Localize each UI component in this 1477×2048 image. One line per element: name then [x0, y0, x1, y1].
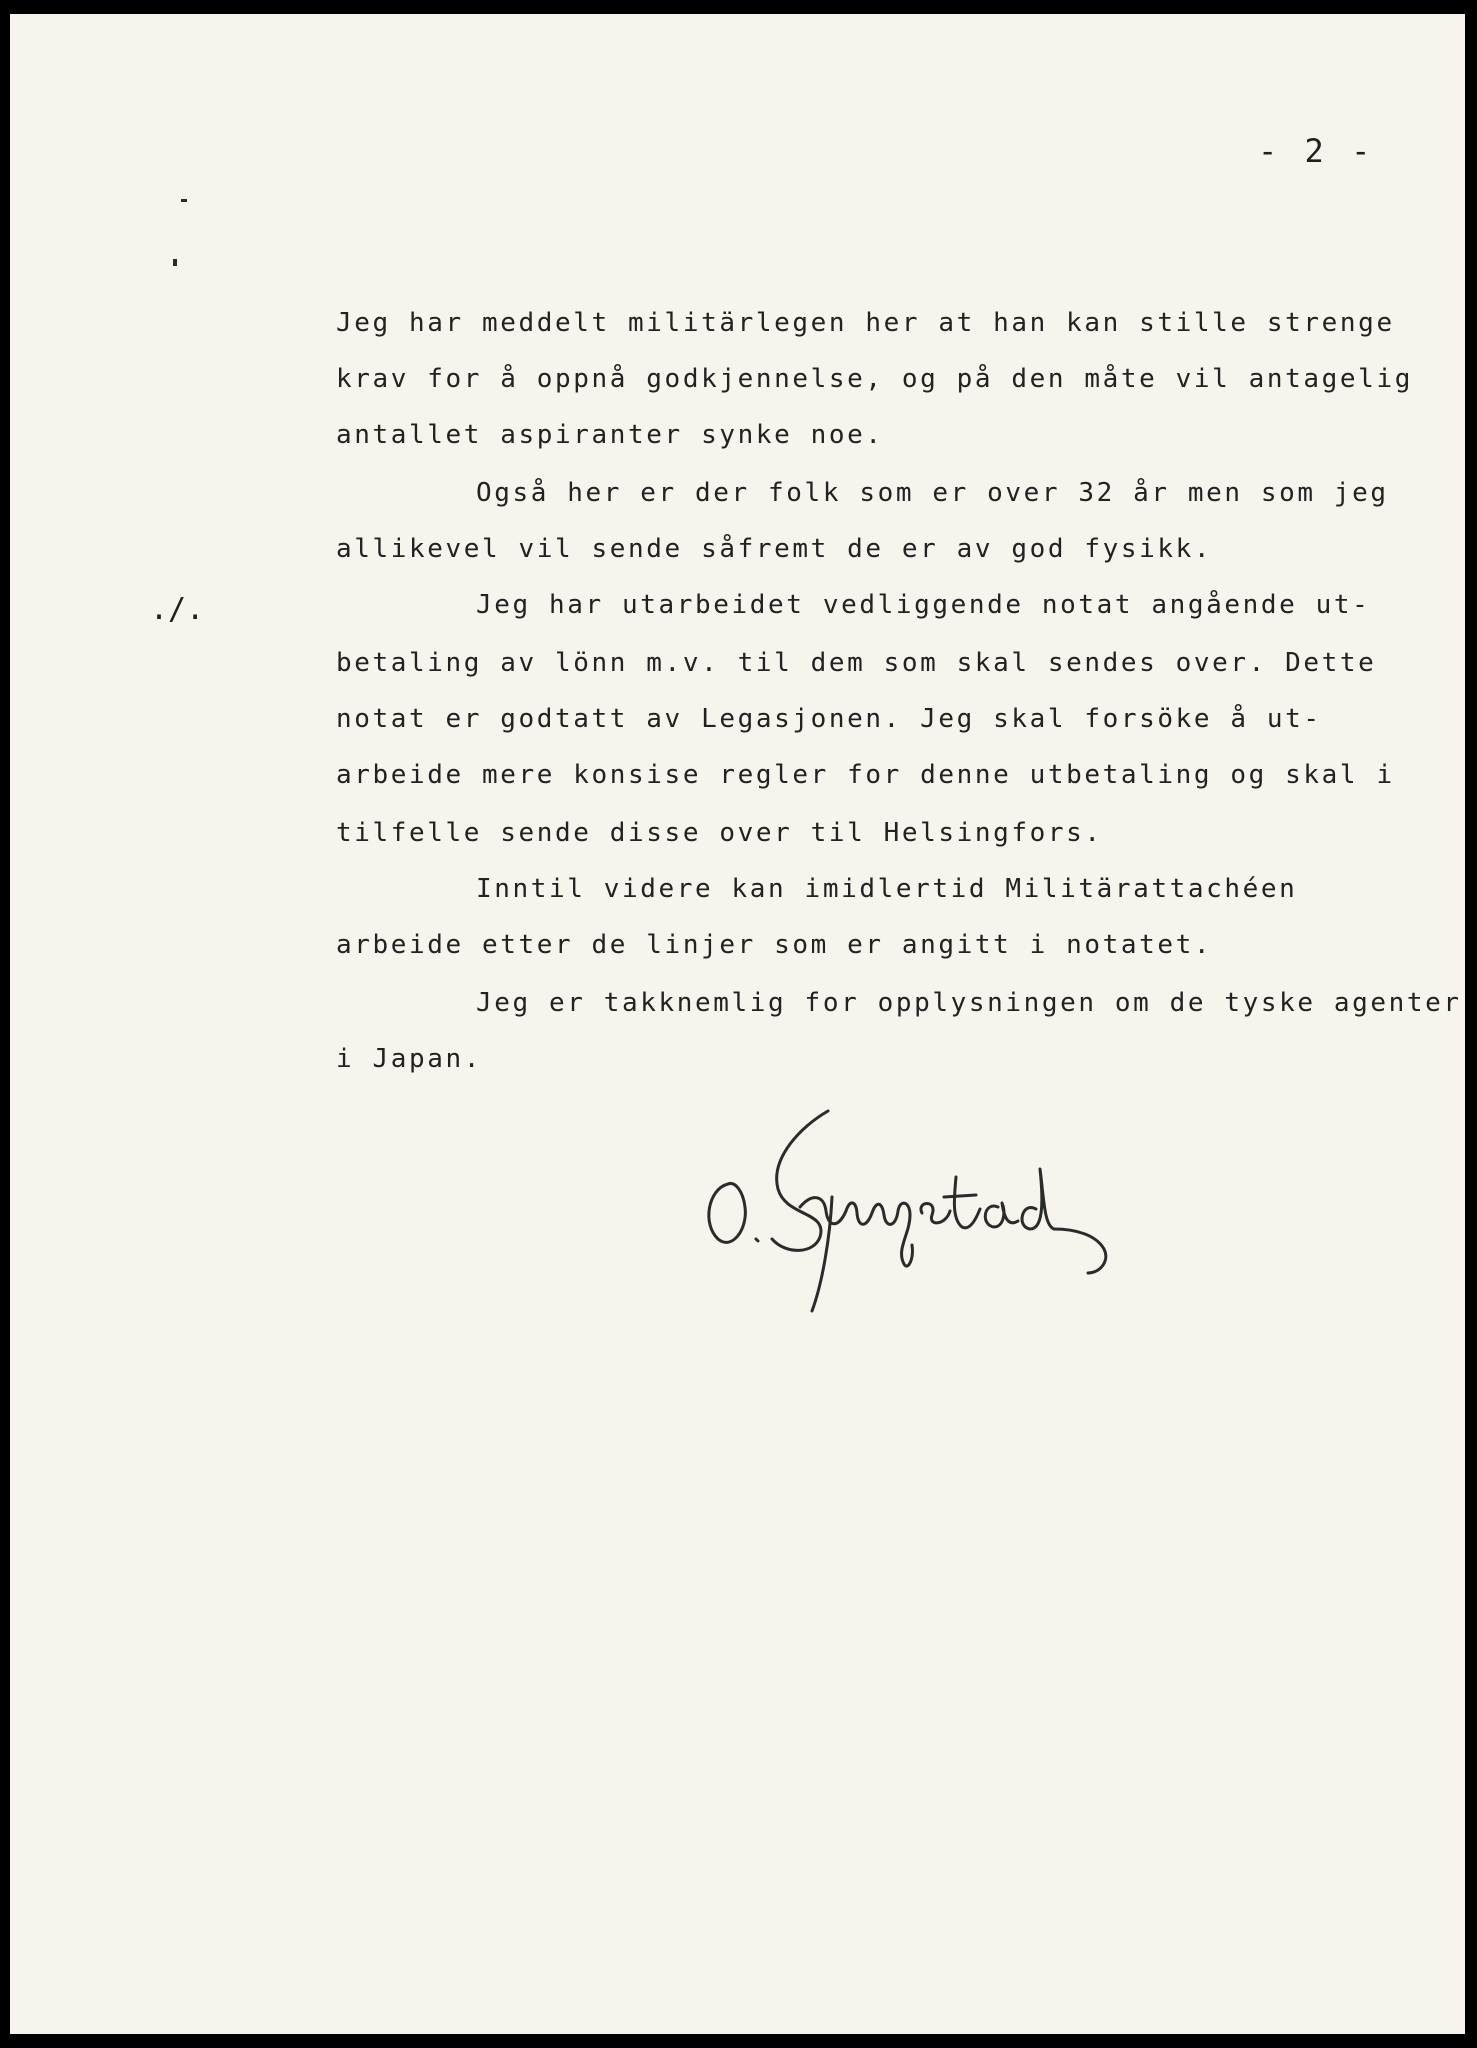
- text-line: krav for å oppnå godkjennelse, og på den måte vil antagelig: [336, 364, 1413, 394]
- text-line: arbeide etter de linjer som er angitt i notatet.: [336, 930, 1213, 960]
- margin-tick-mark: [173, 259, 177, 266]
- text-line: Også her er der folk som er over 32 år men som jeg: [476, 478, 1389, 508]
- text-line: Jeg har utarbeidet vedliggende notat angående ut-: [476, 590, 1371, 620]
- text-line: Jeg er takknemlig for opplysningen om de tyske agenter: [476, 988, 1462, 1018]
- text-line: arbeide mere konsise regler for denne utbetaling og skal i: [336, 760, 1395, 790]
- text-line: Jeg har meddelt militärlegen her at han kan stille strenge: [336, 308, 1395, 338]
- page-number: - 2 -: [1258, 132, 1375, 170]
- text-line: betaling av lönn m.v. til dem som skal sendes over. Dette: [336, 648, 1377, 678]
- document-page: [10, 14, 1465, 2034]
- margin-note: ./.: [150, 592, 205, 627]
- margin-tick-mark: [181, 199, 187, 202]
- text-line: allikevel vil sende såfremt de er av god fysikk.: [336, 534, 1213, 564]
- text-line: tilfelle sende disse over til Helsingfors.: [336, 818, 1103, 848]
- text-line: notat er godtatt av Legasjonen. Jeg skal forsöke å ut-: [336, 704, 1322, 734]
- text-line: antallet aspiranter synke noe.: [336, 420, 884, 450]
- handwritten-signature: [700, 1089, 1120, 1319]
- text-line: i Japan.: [336, 1044, 483, 1074]
- text-line: Inntil videre kan imidlertid Militärattachéen: [476, 874, 1298, 904]
